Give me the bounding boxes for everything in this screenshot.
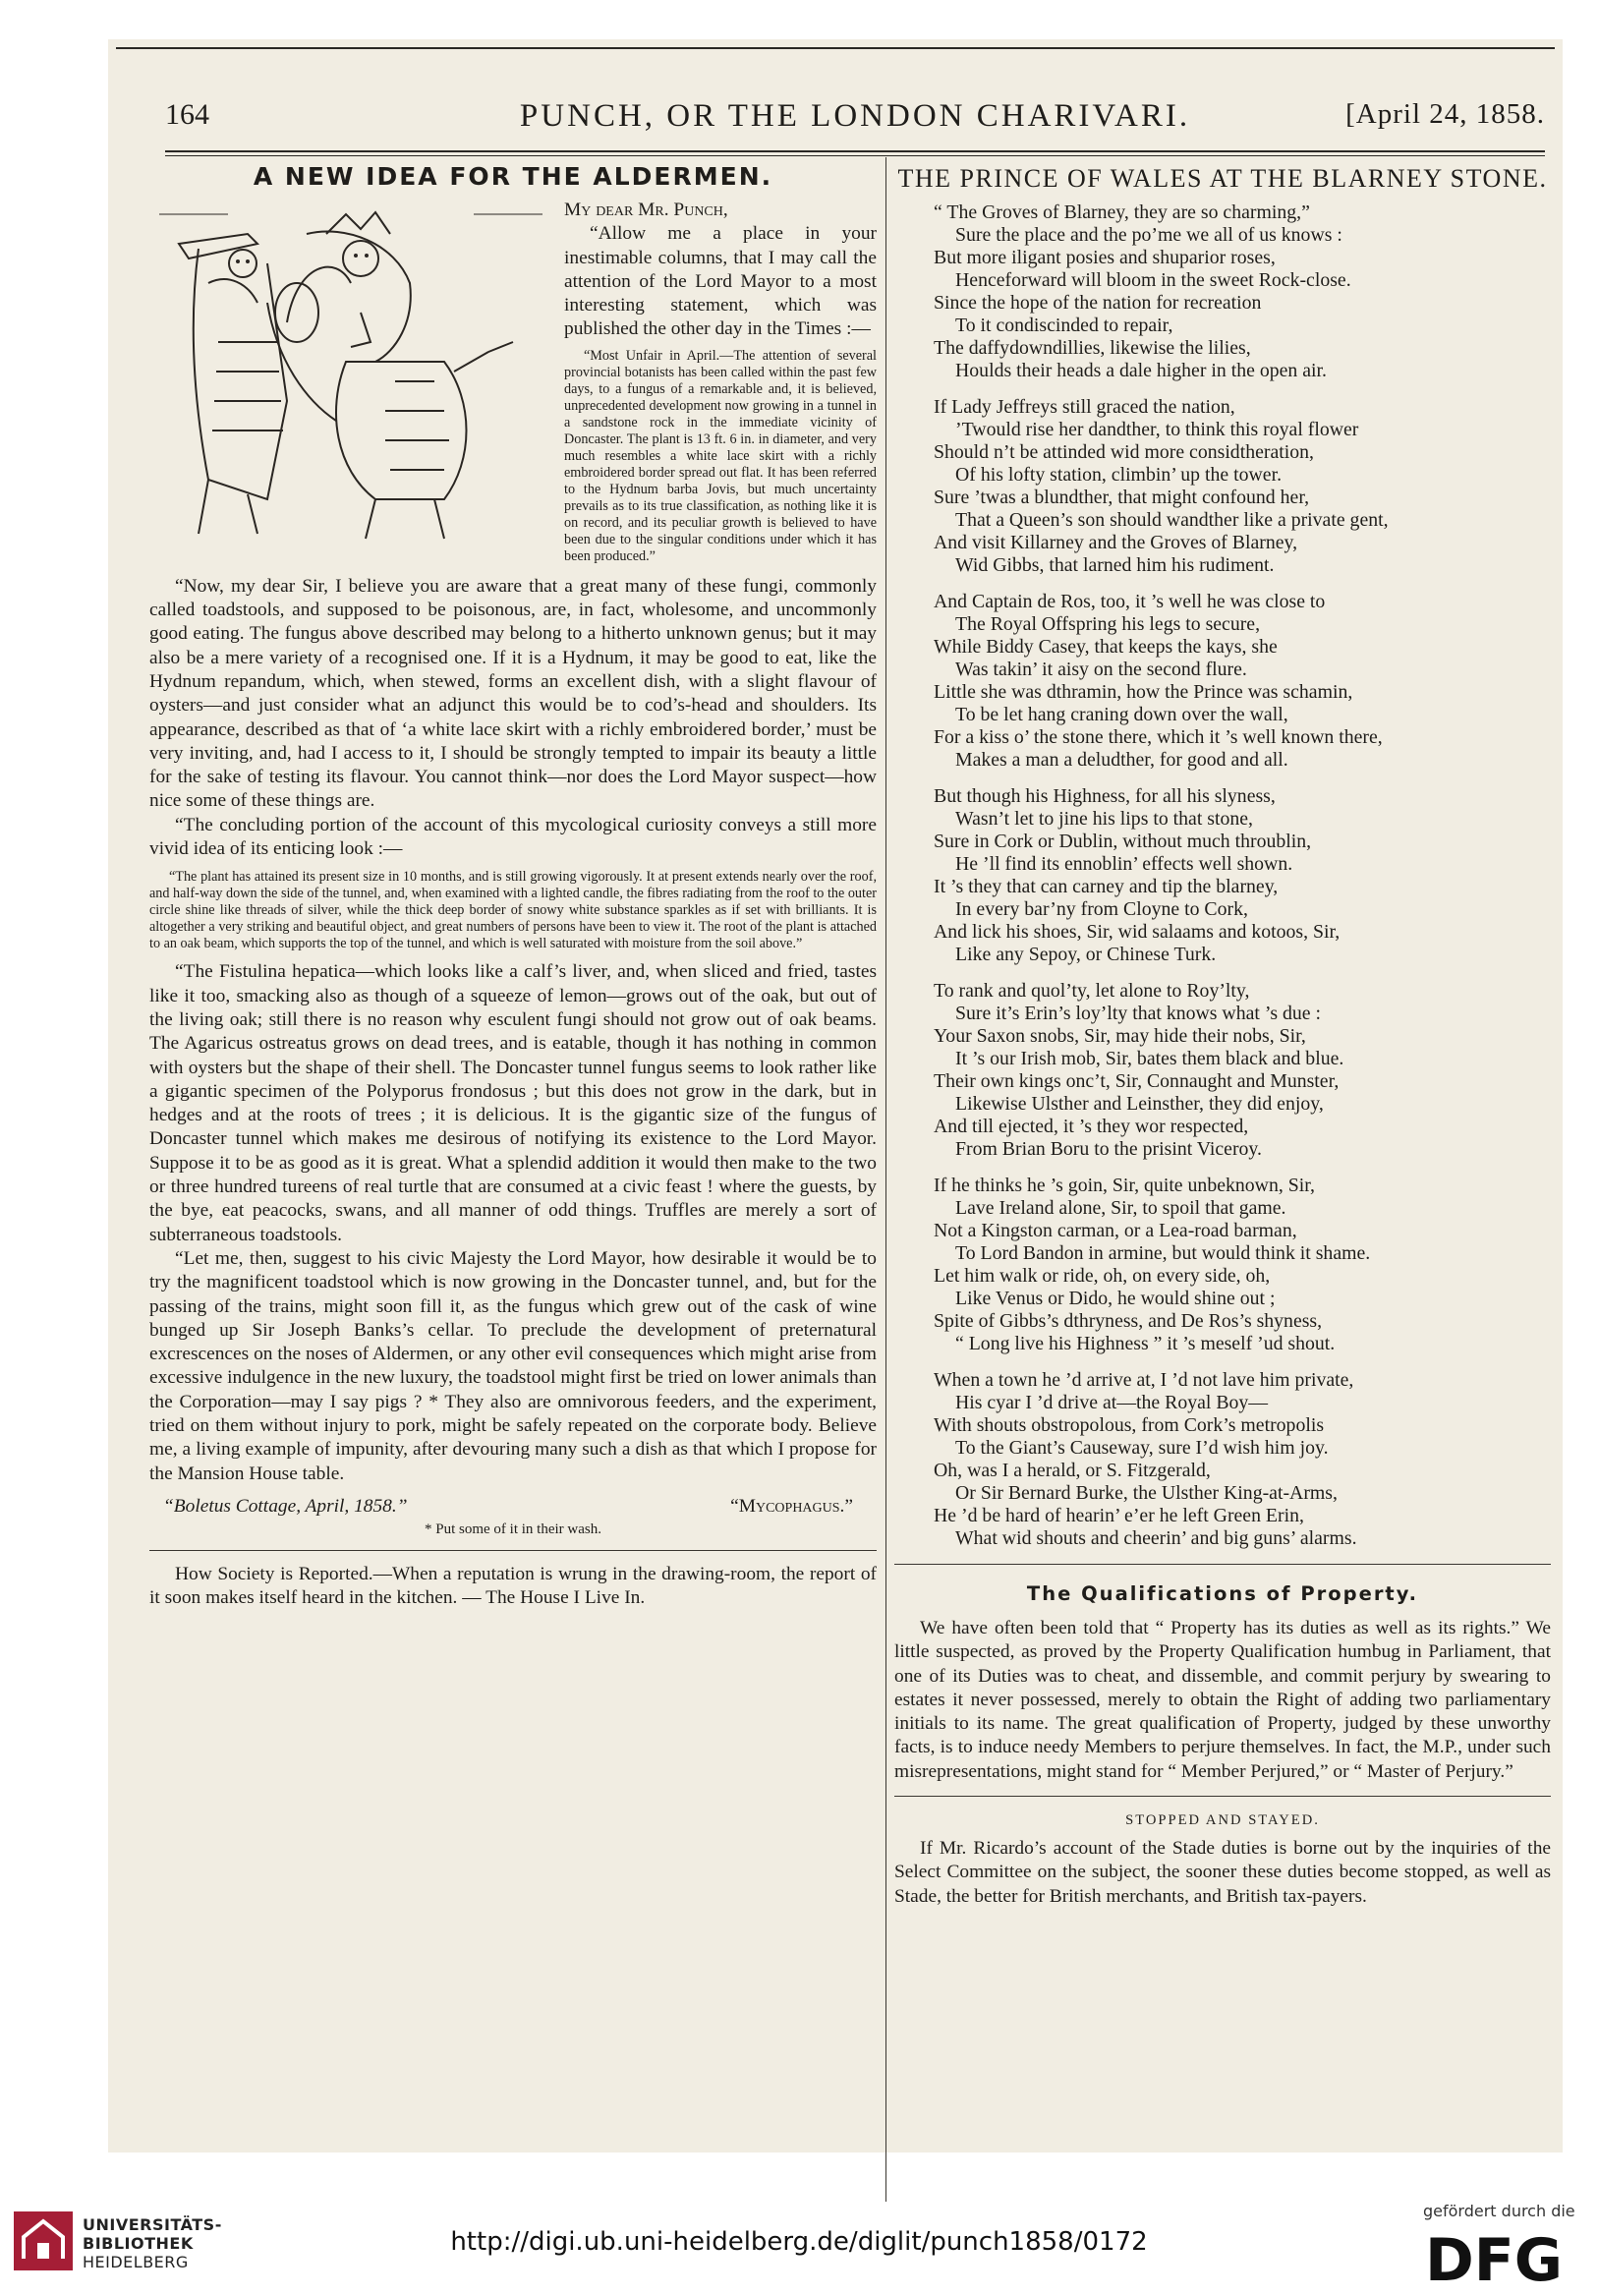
- poem-line: Like Venus or Dido, he would shine out ;: [955, 1288, 1276, 1309]
- paragraph-4: “Let me, then, suggest to his civic Majesty the Lord Mayor, how desirable it would be to try the magnificent toadstool which is now growing in the Doncaster tunnel, and, but for the passing of the trains, might soon fill it, as the fungus which grew out of the cask of wine bunged up Sir Joseph Banks’s cellar. To preclude the development of preternatural excrescences on the noses of Aldermen, or any other evil consequences which might arise from excessive indulgence in the new luxury, the toadstool might first be tried on lower animals than the Corporation—may I say pigs ? * They also are omnivorous feeders, and the experiment, tried on them without injury to pork, might be safely repeated on the corporate body. Believe me, a living example of impunity, after devouring many such a dish as that which I propose for the Mansion House table.: [149, 1247, 877, 1484]
- times-quote: “Most Unfair in April.—The attention of several provincial botanists has been called within the past few days, to a fungus of a remarkable and, it is believed, unprecedented development now growing in a tunnel in a sandstone rock in the immediate vicinity of Doncaster. The plant is 13 ft. 6 in. in diameter, and very much resembles a white lace skirt with a richly embroidered border spread out flat. It has been referred to the Hydnum barba Jovis, but much uncertainty prevails as to its true classification, as nothing like it is on record, and its peculiar growth is believed to have been due to the singular conditions under which it has been produced.”: [564, 347, 877, 564]
- section-rule: [894, 1796, 1551, 1797]
- intro-paragraph: “Allow me a place in your inestimable columns, that I may call the attention of the Lord Mayor to a most interesting statement, which was published the other day in the Times :—: [564, 223, 877, 340]
- poem-line: What wid shouts and cheerin’ and big guns’ alarms.: [955, 1527, 1357, 1549]
- poem-line: “ The Groves of Blarney, they are so charming,”: [934, 201, 1310, 223]
- poem-line: When a town he ’d arrive at, I ’d not lave him private,: [934, 1369, 1354, 1391]
- poem-line: To it condiscinded to repair,: [955, 315, 1173, 336]
- poem-line: Sure ’twas a blundther, that might confound her,: [934, 487, 1310, 508]
- poem-line: Was takin’ it aisy on the second flure.: [955, 659, 1247, 680]
- poem-line: And lick his shoes, Sir, wid salaams and kotoos, Sir,: [934, 921, 1341, 943]
- poem-line: If he thinks he ’s goin, Sir, quite unbeknown, Sir,: [934, 1175, 1315, 1196]
- poem-line: Wid Gibbs, that larned him his rudiment.: [955, 554, 1275, 576]
- poem-line: To the Giant’s Causeway, sure I’d wish him joy.: [955, 1437, 1329, 1459]
- poem-line: Let him walk or ride, oh, on every side, oh,: [934, 1265, 1271, 1287]
- permalink-url[interactable]: http://digi.ub.uni-heidelberg.de/diglit/punch1858/0172: [450, 2227, 1148, 2257]
- right-column: [894, 162, 1551, 1909]
- top-border-rule: [116, 47, 1555, 49]
- masthead-title: PUNCH, OR THE LONDON CHARIVARI.: [519, 98, 1191, 134]
- stopped-title: STOPPED AND STAYED.: [1125, 1812, 1320, 1829]
- poem-line: Your Saxon snobs, Sir, may hide their nobs, Sir,: [934, 1025, 1306, 1047]
- poem-line: And till ejected, it ’s they wor respected,: [934, 1116, 1249, 1137]
- scanned-page: [108, 39, 1563, 2152]
- section-rule: [149, 1550, 877, 1551]
- poem-line: Sure it’s Erin’s loy’lty that knows what ’s due :: [955, 1003, 1321, 1024]
- poem-line: He ’d be hard of hearin’ e’er he left Green Erin,: [934, 1505, 1304, 1526]
- poem-line: But though his Highness, for all his slyness,: [934, 785, 1276, 807]
- paragraph-2: “The concluding portion of the account of this mycological curiosity conveys a still more vivid idea of its enticing look :—: [149, 814, 877, 860]
- poem-line: Sure the place and the po’me we all of us knows :: [955, 224, 1342, 246]
- poem-stanza: [934, 1369, 1551, 1550]
- poem-line: Should n’t be attinded wid more considtheration,: [934, 441, 1314, 463]
- account-quote: “The plant has attained its present size in 10 months, and is still growing vigorously. It at present extends nearly over the roof, and half-way down the side of the tunnel, and, when examined with a lighted candle, the fibres radiating from the roof to the outer circle shine like threads of silver, while the thick deep border of snowy white substance sparkles as if set with brilliants. It is altogether a very striking and beautiful object, and great numbers of persons have been to view it. The root of the plant is attached to an oak beam, which supports the top of the tunnel, and which is well saturated with moisture from the soil above.”: [149, 869, 877, 952]
- poem-line: And visit Killarney and the Groves of Blarney,: [934, 532, 1298, 553]
- poem-line: It ’s our Irish mob, Sir, bates them black and blue.: [955, 1048, 1344, 1069]
- poem-stanza: [934, 980, 1551, 1161]
- poem-line: To Lord Bandon in armine, but would think it shame.: [955, 1242, 1371, 1264]
- poem-title: THE PRINCE OF WALES AT THE BLARNEY STONE.: [897, 164, 1548, 193]
- poem-line: For a kiss o’ the stone there, which it ’s well known there,: [934, 726, 1383, 748]
- poem-line: ’Twould rise her dandther, to think this royal flower: [955, 419, 1359, 440]
- issue-date: [April 24, 1858.: [1345, 98, 1545, 130]
- article-title: A NEW IDEA FOR THE ALDERMEN.: [253, 162, 773, 191]
- poem-line: To be let hang craning down over the wall,: [955, 704, 1288, 725]
- poem-line: Spite of Gibbs’s dthryness, and De Ros’s shyness,: [934, 1310, 1323, 1332]
- poem-line: It ’s they that can carney and tip the blarney,: [934, 876, 1279, 897]
- poem-line: Little she was dthramin, how the Prince was schamin,: [934, 681, 1353, 703]
- poem-line: That a Queen’s son should wandther like a private gent,: [955, 509, 1389, 531]
- poem-line: While Biddy Casey, that keeps the kays, she: [934, 636, 1278, 658]
- society-paragraph: How Society is Reported.—When a reputation is wrung in the drawing-room, the report of it soon makes itself heard in the kitchen. — The House I Live In.: [149, 1563, 877, 1609]
- poem-line: Lave Ireland alone, Sir, to spoil that game.: [955, 1197, 1286, 1219]
- section-rule: [894, 1564, 1551, 1565]
- poem-line: Sure in Cork or Dublin, without much throublin,: [934, 831, 1312, 852]
- signature-place: “Boletus Cottage, April, 1858.”: [163, 1495, 408, 1517]
- library-name: UNIVERSITÄTS- BIBLIOTHEK HEIDELBERG: [83, 2215, 222, 2271]
- poem-stanza: [934, 396, 1551, 577]
- qualifications-title: The Qualifications of Property.: [1026, 1582, 1419, 1605]
- poem-body: [894, 201, 1551, 1550]
- paragraph-3: “The Fistulina hepatica—which looks like a calf’s liver, and, when sliced and fried, tastes like it too, smacking also as though of a squeeze of lemon—grows out of the oak, but out of the living oak; still there is no reason why esculent fungi should not grow out of oak beams. The Agaricus ostreatus grows on dead trees, and is eatable, though it has nothing in common with oysters but the shape of their shell. The Doncaster tunnel fungus seems to look rather like a gigantic specimen of the Polyporus frondosus ; but this does not grow in the dark, but in hedges and at the roots of trees ; it is delicious. It is the gigantic size of the fungus of Doncaster tunnel which makes me desirous of notifying its existence to the Lord Mayor. Suppose it to be as good as it is great. What a splendid addition it would then make to the two or three hundred tureens of real turtle that are consumed at a civic feast ! where the guests, by the bye, eat peacocks, swans, and all manner of odd things. Truffles are merely a sort of subterraneous toadstools.: [149, 961, 877, 1245]
- poem-line: From Brian Boru to the prisint Viceroy.: [955, 1138, 1262, 1160]
- svg-text:DFG: DFG: [1425, 2229, 1564, 2286]
- viewer-footer: [0, 2202, 1598, 2296]
- poem-line: “ Long live his Highness ” it ’s meself ’ud shout.: [955, 1333, 1336, 1354]
- woodcut-figures-icon: [149, 204, 552, 544]
- funded-by-label: gefördert durch die: [1423, 2202, 1575, 2220]
- poem-line: In every bar’ny from Cloyne to Cork,: [955, 898, 1248, 920]
- poem-line: But more iligant posies and shuparior roses,: [934, 247, 1276, 268]
- poem-line: Oh, was I a herald, or S. Fitzgerald,: [934, 1460, 1211, 1481]
- aldermen-illustration: [149, 204, 552, 544]
- stopped-text: If Mr. Ricardo’s account of the Stade duties is borne out by the inquiries of the Select Committee on the subject, the sooner these duties become stopped, as well as Stade, the better for British merchants, and British tax-payers.: [894, 1838, 1551, 1907]
- page-number: 164: [165, 98, 209, 131]
- poem-line: Wasn’t let to jine his lips to that stone,: [955, 808, 1253, 830]
- poem-stanza: [934, 201, 1551, 382]
- poem-line: Of his lofty station, climbin’ up the tower.: [955, 464, 1283, 486]
- signature-name: “Mycophagus.”: [730, 1495, 853, 1517]
- poem-line: Or Sir Bernard Burke, the Ulsther King-at-Arms,: [955, 1482, 1338, 1504]
- poem-line: Since the hope of the nation for recreation: [934, 292, 1262, 314]
- qualifications-text: We have often been told that “ Property has its duties as well as its rights.” We little suspected, as proved by the Property Qualification humbug in Parliament, that one of its Duties was to cheat, and dissemble, and commit perjury by swearing to estates it never possessed, merely to obtain the Right of adding two parliamentary initials to its name. The great qualification of Property, judged by these unworthy facts, is to induce needy Members to perjure themselves. In fact, the M.P., under such misrepresentations, might stand for “ Member Perjured,” or “ Master of Perjury.”: [894, 1618, 1551, 1782]
- header-rule: [165, 150, 1545, 156]
- poem-line: The daffydowndillies, likewise the lilies,: [934, 337, 1251, 359]
- poem-stanza: [934, 591, 1551, 772]
- poem-line: Their own kings onc’t, Sir, Connaught and Munster,: [934, 1070, 1340, 1092]
- page-header: [165, 98, 1545, 138]
- poem-line: Makes a man a deludther, for good and all.: [955, 749, 1288, 771]
- salutation: My dear Mr. Punch,: [564, 200, 728, 220]
- poem-line: Like any Sepoy, or Chinese Turk.: [955, 944, 1217, 965]
- footnote: * Put some of it in their wash.: [425, 1521, 601, 1537]
- dfg-logo-icon: [1425, 2229, 1582, 2290]
- poem-line: With shouts obstropolous, from Cork’s metropolis: [934, 1414, 1325, 1436]
- poem-line: His cyar I ’d drive at—the Royal Boy—: [955, 1392, 1269, 1413]
- poem-line: Not a Kingston carman, or a Lea-road barman,: [934, 1220, 1297, 1241]
- poem-line: If Lady Jeffreys still graced the nation,: [934, 396, 1235, 418]
- poem-stanza: [934, 785, 1551, 966]
- poem-line: Henceforward will bloom in the sweet Rock-close.: [955, 269, 1351, 291]
- poem-line: To rank and quol’ty, let alone to Roy’lty,: [934, 980, 1250, 1002]
- poem-line: Houlds their heads a dale higher in the open air.: [955, 360, 1327, 381]
- paragraph-1: “Now, my dear Sir, I believe you are aware that a great many of these fungi, commonly called toadstools, and supposed to be poisonous, are, in fact, wholesome, and uncommonly good eating. The fungus above described may belong to a hitherto unknown genus; but it may also be a mere variety of a recognised one. If it is a Hydnum, it may be good to eat, like the Hydnum repandum, which, when stewed, forms an excellent dish, with a slight flavour of oysters—and just consider what an adjunct this would be to cod’s-head and shoulders. Its appearance, described as that of ‘a white lace skirt with a richly embroidered border,’ must be very inviting, and, had I access to it, I should be strongly tempted to impair its beauty a little for the sake of testing its flavour. You cannot think—nor does the Lord Mayor suspect—how nice some of these things are.: [149, 575, 877, 812]
- signature-row: [149, 1496, 877, 1518]
- column-divider: [885, 157, 886, 2216]
- left-column: [149, 162, 877, 1610]
- poem-stanza: [934, 1175, 1551, 1355]
- poem-line: The Royal Offspring his legs to secure,: [955, 613, 1261, 635]
- poem-line: Likewise Ulsther and Leinsther, they did enjoy,: [955, 1093, 1324, 1115]
- poem-line: He ’ll find its ennoblin’ effects well shown.: [955, 853, 1293, 875]
- poem-line: And Captain de Ros, too, it ’s well he was close to: [934, 591, 1326, 612]
